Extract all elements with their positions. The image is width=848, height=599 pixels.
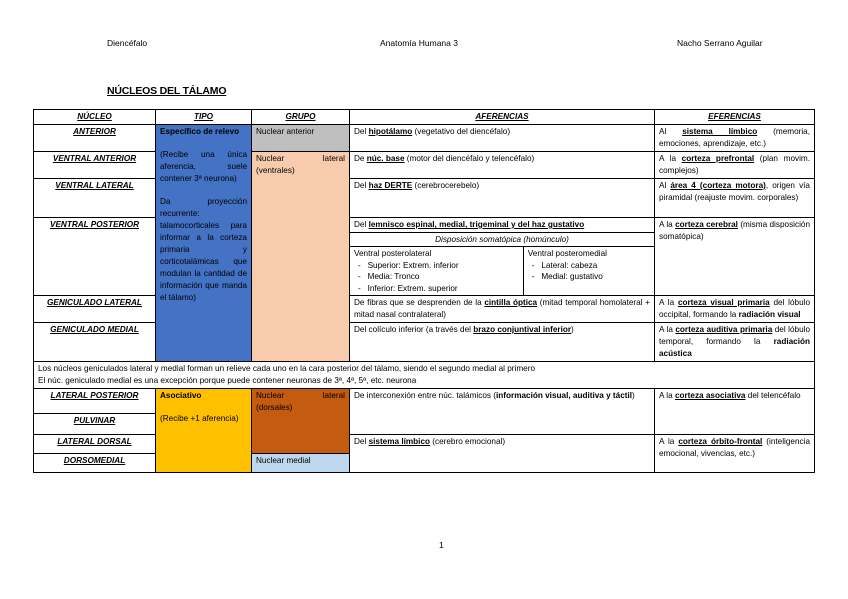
eferencia-geniculado-lateral: A la corteza visual primaria del lóbulo occipital, formando la radiación visual bbox=[655, 296, 815, 323]
note-line-1: Los núcleos geniculados lateral y medial forman un relieve cada uno en la cara posterior del tálamo, siendo el segundo medial al primero bbox=[38, 364, 535, 373]
eferencia-lateral-posterior: A la corteza asociativa del telencéfalo bbox=[655, 389, 815, 435]
eferencia-ventral-lateral: Al área 4 (corteza motora), origen vía piramidal (reajuste movim. corporales) bbox=[655, 179, 815, 218]
tipo-especifico-relevo bbox=[156, 125, 252, 362]
vpm-title: Ventral posteromedial bbox=[527, 249, 607, 258]
aferencia-anterior: Del hipotálamo (vegetativo del diencéfalo) bbox=[350, 125, 655, 152]
note-line-2: El núc. geniculado medial es una excepción porque puede contener neuronas de 3ª, 4ª, 5ª, etc. neurona bbox=[38, 376, 417, 385]
table-row bbox=[34, 296, 815, 323]
aferencia-ventral-posterior bbox=[350, 218, 655, 296]
vpl-cell bbox=[350, 247, 523, 296]
page-number: 1 bbox=[439, 540, 444, 550]
header-left: Diencéfalo bbox=[107, 38, 148, 48]
list-item: - Superior: Extrem. inferior bbox=[358, 260, 519, 272]
tipo-proyeccion: Da proyección recurrente: talamocorticales para informar a la corteza primaria y corticotalámicas que modulan la cantidad de información que manda el tálamo) bbox=[160, 197, 247, 302]
table-row bbox=[34, 179, 815, 218]
table-row bbox=[34, 152, 815, 179]
tipo-asociativo-title: Asociativo bbox=[160, 391, 202, 400]
col-header-aferencias: AFERENCIAS bbox=[350, 110, 655, 125]
aferencia-vp-lemnisco: Del lemnisco espinal, medial, trigeminal y del haz gustativo bbox=[350, 218, 654, 232]
nucleus-ventral-lateral: VENTRAL LATERAL bbox=[34, 179, 156, 218]
nucleus-geniculado-lateral: GENICULADO LATERAL bbox=[34, 296, 156, 323]
table-row bbox=[34, 389, 815, 414]
col-header-eferencias: EFERENCIAS bbox=[655, 110, 815, 125]
tipo-asociativo bbox=[156, 389, 252, 473]
aferencia-geniculado-medial: Del colículo inferior (a través del brazo conjuntival inferior) bbox=[350, 323, 655, 362]
vpl-title: Ventral posterolateral bbox=[354, 249, 432, 258]
eferencia-ventral-anterior: A la corteza prefrontal (plan movim. complejos) bbox=[655, 152, 815, 179]
table-header-row bbox=[34, 110, 815, 125]
tipo-relevo-title: Específico de relevo bbox=[160, 127, 240, 136]
nucleus-lateral-dorsal: LATERAL DORSAL bbox=[34, 435, 156, 454]
table-row bbox=[34, 323, 815, 362]
tipo-asociativo-desc: (Recibe +1 aferencia) bbox=[160, 414, 239, 423]
table-row bbox=[34, 218, 815, 296]
nucleus-dorsomedial: DORSOMEDIAL bbox=[34, 454, 156, 473]
eferencia-ventral-posterior: A la corteza cerebral (misma disposición somatópica) bbox=[655, 218, 815, 296]
aferencia-ventral-lateral: Del haz DERTE (cerebrocerebelo) bbox=[350, 179, 655, 218]
nucleus-ventral-anterior: VENTRAL ANTERIOR bbox=[34, 152, 156, 179]
eferencia-lateral-dorsal: A la corteza órbito-frontal (inteligencia emocional, vivencias, etc.) bbox=[655, 435, 815, 473]
nucleus-geniculado-medial: GENICULADO MEDIAL bbox=[34, 323, 156, 362]
eferencia-anterior: Al sistema límbico (memoria, emociones, aprendizaje, etc.) bbox=[655, 125, 815, 152]
aferencia-geniculado-lateral: De fibras que se desprenden de la cintilla óptica (mitad temporal homolateral + mitad nasal contralateral) bbox=[350, 296, 655, 323]
header-right: Nacho Serrano Aguilar bbox=[677, 38, 763, 48]
grupo-anterior: Nuclear anterior bbox=[252, 125, 350, 152]
geniculados-note bbox=[34, 362, 815, 389]
list-item: - Medial: gustativo bbox=[532, 271, 650, 283]
table-row bbox=[34, 435, 815, 454]
note-row bbox=[34, 362, 815, 389]
col-header-tipo: TIPO bbox=[156, 110, 252, 125]
aferencia-lateral-dorsal: Del sistema límbico (cerebro emocional) bbox=[350, 435, 655, 473]
aferencia-ventral-anterior: De núc. base (motor del diencéfalo y telencéfalo) bbox=[350, 152, 655, 179]
grupo-medial: Nuclear medial bbox=[252, 454, 350, 473]
nucleus-anterior: ANTERIOR bbox=[34, 125, 156, 152]
nucleus-lateral-posterior: LATERAL POSTERIOR bbox=[34, 389, 156, 414]
col-header-grupo: GRUPO bbox=[252, 110, 350, 125]
disposicion-somatopica: Disposición somatópica (homúnculo) bbox=[350, 232, 654, 247]
col-header-nucleo: NÚCLEO bbox=[34, 110, 156, 125]
grupo-ventrales: Nuclear lateral (ventrales) bbox=[252, 152, 350, 362]
list-item: - Inferior: Extrem. superior bbox=[358, 283, 519, 295]
aferencia-lateral-posterior: De interconexión entre núc. talámicos (información visual, auditiva y táctil) bbox=[350, 389, 655, 435]
table-row bbox=[34, 125, 815, 152]
list-item: - Lateral: cabeza bbox=[532, 260, 650, 272]
page-title: NÚCLEOS DEL TÁLAMO bbox=[107, 85, 227, 97]
header-center: Anatomía Humana 3 bbox=[380, 38, 458, 48]
vpm-cell bbox=[523, 247, 654, 296]
tipo-relevo-desc: (Recibe una única aferencia, suele contener 3ª neurona) bbox=[160, 150, 247, 183]
list-item: - Media: Tronco bbox=[358, 271, 519, 283]
grupo-dorsales: Nuclear lateral (dorsales) bbox=[252, 389, 350, 454]
thalamus-nuclei-table bbox=[33, 109, 815, 473]
nucleus-pulvinar: PULVINAR bbox=[34, 414, 156, 435]
eferencia-geniculado-medial: A la corteza auditiva primaria del lóbulo temporal, formando la radiación acústica bbox=[655, 323, 815, 362]
nucleus-ventral-posterior: VENTRAL POSTERIOR bbox=[34, 218, 156, 296]
